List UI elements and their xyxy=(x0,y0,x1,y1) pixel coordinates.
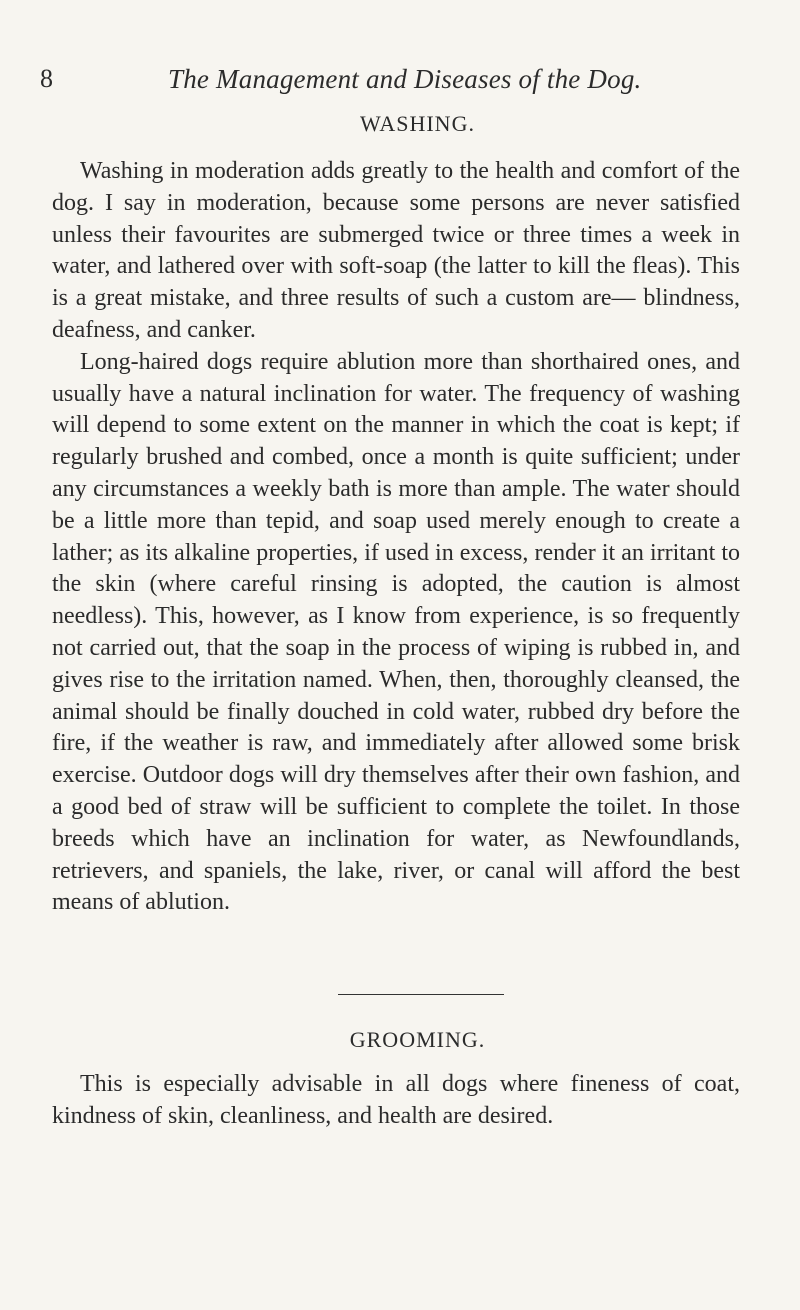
paragraph: Long-haired dogs require ablution more than shorthaired ones, and usually have a natural inclination for water. The frequency of washing will depend to some extent on the manner in which the coat is kept; if regularly brushed and combed, once a month is quite sufficient; under any circumstances a weekly bath is more than ample. The water should be a little more than tepid, and soap used merely enough to create a lather; as its alkaline properties, if used in excess, render it an irritant to the skin (where careful rinsing is adopted, the caution is almost needless). This, however, as I know from experience, is so frequently not carried out, that the soap in the process of wiping is rubbed in, and gives rise to the irritation named. When, then, thoroughly cleansed, the animal should be finally douched in cold water, rubbed dry before the fire, if the weather is raw, and immediately after allowed some brisk exercise. Outdoor dogs will dry themselves after their own fashion, and a good bed of straw will be sufficient to complete the toilet. In those breeds which have an inclination for water, as Newfoundlands, retrievers, and spaniels, the lake, river, or canal will afford the best means of ablution. xyxy=(52,348,740,916)
grooming-section-body xyxy=(52,1069,740,1133)
paragraph: Washing in moderation adds greatly to the health and comfort of the dog. I say in moderation, because some persons are never satisfied unless their favourites are submerged twice or three times a week in water, and lathered over with soft-soap (the latter to kill the fleas). This is a great mistake, and three results of such a custom are— blindness, deafness, and canker. xyxy=(52,158,740,343)
running-title: The Management and Diseases of the Dog. xyxy=(168,64,642,94)
page-number: 8 xyxy=(40,64,53,93)
section-divider xyxy=(338,994,504,995)
washing-section-body xyxy=(52,156,740,919)
section-heading-grooming: GROOMING. xyxy=(349,1027,486,1052)
paragraph: This is especially advisable in all dogs where fineness of coat, kindness of skin, cleanliness, and health are desired. xyxy=(52,1071,740,1129)
section-heading-washing: WASHING. xyxy=(360,111,475,136)
running-header xyxy=(40,64,740,98)
